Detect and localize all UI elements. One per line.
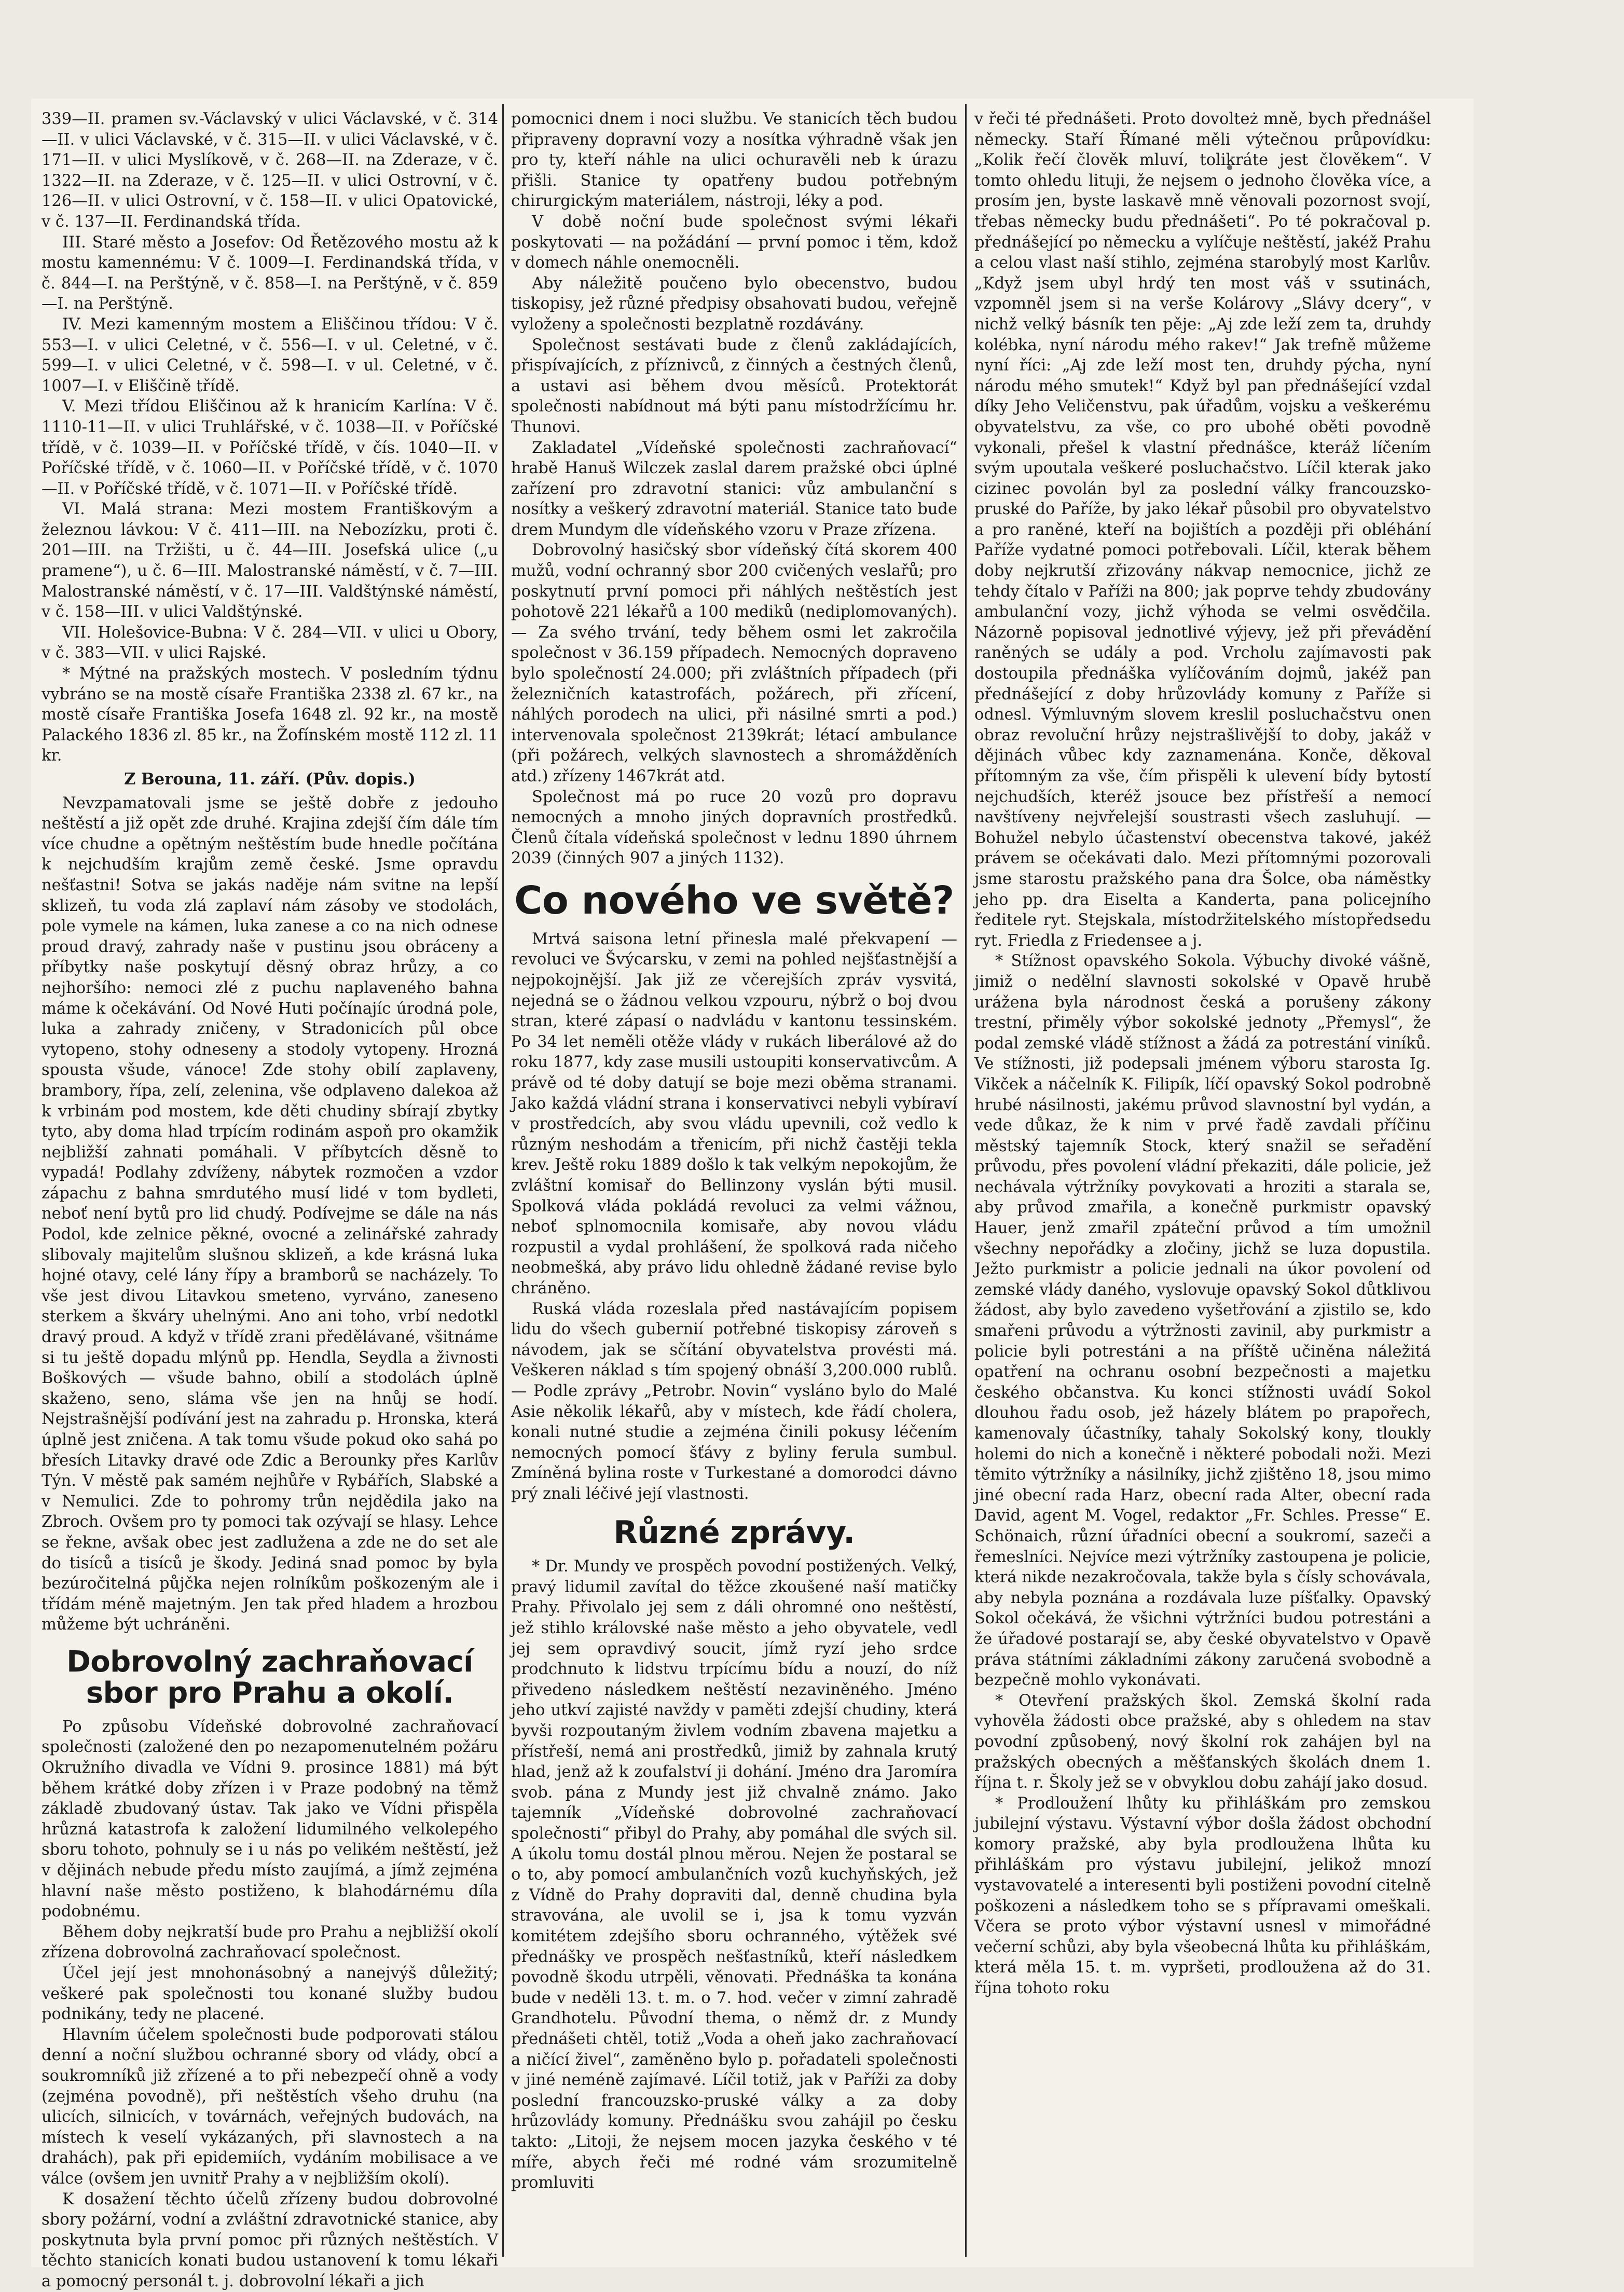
printed-instructions: Aby náležitě poučeno bylo obecenstvo, budou tiskopisy, jež různé předpisy obsahovati budou, veřejně vyloženy a společnosti bezplatně rozdávány. [511, 274, 957, 334]
rescue-reach: K dosažení těchto účelů zřízeny budou dobrovolné sbory požární, vodní a zvláštní zdravotnické stanice, aby poskytnuta byla první pomoc při různých neštěstích. V těchto stanicích konati budou ustanovení k tomu lékaři a pomocný personál t. j. dobrovolní lékaři a jich [42, 2190, 498, 2290]
rescue-purpose: Účel její jest mnohonásobný a nanejvýš důležitý; veškeré pak společnosti tou konané služby budou podnikány, tedy ne placené. [42, 1964, 498, 2024]
column-rule-2 [965, 104, 967, 2257]
address-list-iii: III. Staré město a Josefov: Od Řetězového mostu až k mostu kamennému: V č. 1009—I. Ferdinandská třída, v č. 844—I. na Perštýně, v č. 858—I. na Perštýně, v č. 859—I. na Perštýně. [42, 233, 498, 313]
vienna-statistics: Dobrovolný hasičský sbor vídeňský čítá skorem 400 mužů, vodní ochranný sbor 200 cvičených veslařů; pro poskytnutí první pomoci při náhlých neštěstích jest pohotově 221 lékařů a 100 mediků (nediplomovaných). — Za svého trvání, tedy během osmi let zakročila společnost v 36.159 případech. Nemocných dopraveno bylo společností 24.000; při zvláštních případech (při železničních katastrofách, požárech, při zřícení, náhlých porodech na ulici, při násilné smrti a pod.) intervenovala společnost 2139krát; létací ambulance (při požárech, velkých slavnostech a shromážděních atd.) zřízeny 1467krát atd. [511, 541, 957, 785]
bridge-toll-article: * Mýtné na pražských mostech. V posledním týdnu vybráno se na mostě císaře Františka 2338 zl. 67 kr., na mostě císaře Františka Josefa 1648 zl. 92 kr., na mostě Palackého 1836 zl. 85 kr., na Žofínském mostě 112 zl. 11 kr. [42, 665, 498, 765]
column-1 [42, 109, 498, 2290]
address-list-vi: VI. Malá strana: Mezi mostem Františkovým a železnou lávkou: V č. 411—III. na Nebozízku, proti č. 201—III. na Tržišti, u č. 44—III. Josefská ulice („u pramene“), u č. 6—III. Malostranské náměstí, v č. 7—III. Malostranské náměstí, v č. 17—III. Valdštýnské náměstí, v č. 158—III. v ulici Valdštýnské. [42, 500, 498, 622]
column-rule-1 [502, 104, 504, 2257]
column-2 [511, 109, 957, 2262]
column-3 [974, 109, 1431, 2262]
night-service: V době noční bude společnost svými lékaři poskytovati — na požádání — první pomoc i těm, kdož v domech náhle onemocněli. [511, 212, 957, 272]
address-list-ii: 339—II. pramen sv.-Václavský v ulici Václavské, v č. 314—II. v ulici Václavské, v č. 315—II. v ulici Václavské, v č. 171—II. v ulici Myslíkově, v č. 268—II. na Zderaze, v č. 1322—II. na Zderaze, v č. 125—II. v ulici Ostrovní, v č. 126—II. v ulici Ostrovní, v č. 158—II. v ulici Opatovické, v č. 137—II. Ferdinandská třída. [42, 110, 498, 231]
rescue-shortest: Během doby nejkratší bude pro Prahu a nejbližší okolí zřízena dobrovolná zachraňovací společnost. [42, 1923, 498, 1962]
sokol-complaint: * Stížnost opavského Sokola. Výbuchy divoké vášně, jimiž o nedělní slavnosti sokolské v Opavě hrubě urážena byla národnost česká a porušeny zákony trestní, přiměly výbor sokolské jednoty „Přemysl“, že podal zemské vládě stížnost a žádá za potrestání viníků. Ve stížnosti, již podepsali jménem výboru starosta Ig. Vikček a náčelník K. Filipík, líčí opavský Sokol podrobně hrubé násilnosti, jakému průvod slavnostní byl vydán, a vede důkaz, že k nim v prvé řadě zavdali příčinu městský tajemník Stock, který snažil se seřadění průvodu, přes povolení vládní překaziti, dále policie, jež nechávala výtržníky povykovati a hroziti a starala se, aby průvod zmařila, a konečně purkmistr opavský Hauer, jenž zmařil zpáteční průvod a tím umožnil všechny nepořádky a zločiny, jichž se luza dopustila. Ježto purkmistr a policie jednali na úkor povolení od zemské vlády daného, vyslovuje opavský Sokol důtklivou žádost, aby bylo zavedeno vyšetřování a zjistilo se, kdo smařeni průvodu a výtržnosti zavinil, aby purkmistr a policie byli potrestáni a na příště učiněna náležitá opatření na ochranu osobní bezpečnosti a majetku českého občanstva. Ku konci stížnosti uvádí Sokol dlouhou řadu osob, jež házely blátem po prapořech, kamenovaly účastníky, tahaly Sokolský kony, tloukly holemi do nich a konečně i některé pobodali noži. Mezi těmito výtržníky a násilníky, jichž zjištěno 18, jsou mimo jiné obecní rada Harz, obecní rada Alter, obecní rada David, agent M. Vogel, redaktor „Fr. Schles. Presse“ E. Schönaich, různí úřadníci obecní a soukromí, sazeči a řemeslníci. Nejvíce mezi výtržníky zastoupena je policie, která nikde nezakročovala, takže byla s čísly schovávala, aby nebyla poznána a rozdávala luze píšťalky. Opavský Sokol očekává, že všichni výtržníci budou potrestáni a že úřadové postarají se, aby české obyvatelstvo v Opavě práva státními základními zákony zaručená svobodně a bezpečně mohlo vykonávati. [974, 952, 1431, 1690]
beroun-report: Nevzpamatovali jsme se ještě dobře z jedouho neštěstí a již opět zde druhé. Krajina zdejší čím dále tím více chudne a opětným neštěstím bude hnedle počítána k nejchudším krajům země české. Jsme opravdu nešťastni! Sotva se jakás naděje nám svitne na lepší sklizeň, tu voda zlá zaplaví nám zásoby ve stodolách, pole vymele na kámen, luka zanese a co na nich odnese proud dravý, zahrady naše v pustinu jsou obráceny a příbytky naše poskytují děsný obraz hrůzy, a co nejhoršího: nemoci zlé z puchu naplaveného bahna máme k očekávání. Od Nové Huti počínajíc úrodná pole, luka a zahrady zničeny, v Stradonicích půl obce vytopeno, stohy odneseny a stodoly vytopeny. Hrozná spousta všude, vánoce! Zde stohy obilí zaplaveny, brambory, řípa, zelí, zelenina, vše odplaveno dalekoa až k vrbinám pod mostem, kde děti chudiny sbírají zbytky tyto, aby doma hlad trpícím rodinám aspoň pro okamžik nejbližší zahnati pomáhali. V příbytcích děsně to vypadá! Podlahy zdvíženy, nábytek rozmočen a vzdor zápachu z bahna smrdutého musí lidé v tom bydleti, neboť není bytů pro lid chudý. Podívejme se dále na nás Podol, kde zelnice pěkné, ovocné a zelinářské zahrady slibovaly majitelům slušnou sklizeň, a kde krásná luka hojné otavy, celé lány řípy a bramborů se nacházely. To vše jest divou Litavkou smeteno, vyrváno, zaneseno sterkem a škváry uhelnými. Ano ani toho, vrbí nedotkl dravý proud. A když v třídě zrani předělávané, všitnáme si tu ještě dopadu mlýnů pp. Hendla, Seydla a živnosti Boškových — všude bahno, obilí a stodolách úplně skaženo, seno, sláma vše jen na hnůj se hodí. Nejstrašnější podívání jest na zahradu p. Hronska, která úplně jest zničena. A tak tomu všude pokud oko sahá po břesích Litavky dravé ode Zdic a Berounky přes Karlův Týn. V městě pak samém nejhůře v Rybářích, Slabské a v Nemulici. Zde to pohromy trůn nejdědila jako na Zbroch. Ovšem pro ty pomoci tak ozývají se hlasy. Lehce se řekne, avšak obec jest zadlužena a zde ne do set ale do tisíců a tisíců je škody. Jediná snad pomoc by byla bezúročitelná půjčka nejen rolníkům poškozeným ale i třídám méně majetným. Jen tak před hladem a hrozbou můžeme být uchráněni. [42, 794, 498, 1634]
mundy-article: * Dr. Mundy ve prospěch povodní postižených. Velký, pravý lidumil zavítal do těžce zkoušené naší matičky Prahy. Přivolalo jej sem z dáli ohromné ono neštěstí, jež stihlo královské naše město a jeho obyvatele, vedl jej sem opravdivý soucit, jímž ryzí jeho srdce prodchnuto k lidstvu trpícímu bídu a nouzí, do níž přivedeno následkem neštěstí nezaviněného. Jméno jeho utkví zajisté navždy v paměti zdejší chudiny, která byvši rozpoutaným živlem vodním zbavena majetku a přístřeší, nemá ani prostředků, jimiž by zahnala krutý hlad, jenž až k zoufalství ji dohání. Jméno dra Jaromíra svob. pána z Mundy jest již chvalně známo. Jako tajemník „Vídeňské dobrovolné zachraňovací společnosti“ přibyl do Prahy, aby pomáhal dle svých sil. A úkolu tomu dostál plnou měrou. Nejen že postaral se o to, aby pomocí ambulančních vozů kuchyňských, jež z Vídně do Prahy dopraviti dal, denně chudina byla stravována, ale uvolil se i, jsa k tomu vyzván komitétem zdejšího sboru ochranného, výtěžek své přednášky ve prospěch nešťastníků, kteří následkem povodně škodu utrpěli, věnovati. Přednáška ta konána bude v neděli 13. t. m. o 7. hod. večer v zimní zahradě Grandhotelu. Původní thema, o němž dr. z Mundy přednášeti chtěl, totiž „Voda a oheň jako zachraňovací a ničící živel“, zaměněno bylo p. pořadateli společnosti v jiné neméně zajímavé. Líčil totiž, jak v Paříži za doby poslední francouzsko-pruské války a za doby hrůzovlády komuny. Přednášku svou zahájil po česku takto: „Litoji, že nejsem mocen jazyka českého v té míře, abych řeči mé rodné vám srozumitelně promluviti [511, 1557, 957, 2192]
address-list-iv: IV. Mezi kamenným mostem a Eliščinou třídou: V č. 553—I. v ulici Celetné, v č. 556—I. v ul. Celetné, v č. 599—I. v ulici Celetné, v č. 598—I. v ul. Celetné, v č. 1007—I. v Eliščině třídě. [42, 315, 498, 395]
vehicles-members: Společnost má po ruce 20 vozů pro dopravu nemocných a mnoho jiných dopravních prostředků. Členů čítala vídeňská společnost v lednu 1890 úhrnem 2039 (činných 907 a jiných 1132). [511, 788, 957, 868]
rescue-main-goal: Hlavním účelem společnosti bude podporovati stálou denní a noční službou ochranné sbory od vlády, obcí a soukromníků již zřízené a to při nebezpečí ohně a vody (zejména povodně), při neštěstích všeho druhu (na ulicích, silnicích, v továrnách, veřejných budovách, na místech k veselí vykázaných, při slavnostech a na drahách), pak při epidemiích, vydáním mobilisace a ve válce (ovšem jen uvnitř Prahy a v nejbližším okolí). [42, 2025, 498, 2188]
society-membership: Společnost sestávati bude z členů zakládajících, přispívajících, z příznivců, z činných a čestných členů, a ustavi asi během dvou měsíců. Protektorát společnosti nabídnout má býti panu místodržícímu hr. Thunovi. [511, 336, 957, 436]
school-opening: * Otevření pražských škol. Zemská školní rada vyhověla žádosti obce pražské, aby s ohledem na stav povodní způsobený, nový školní rok zahájen byl na pražských obecných a měšťanských školách dnem 1. října t. r. Školy jež se v obvyklou dobu zahájí jako dosud. [974, 1691, 1431, 1792]
newspaper-page [31, 99, 1474, 2290]
rescue-founding: Po způsobu Vídeňské dobrovolné zachraňovací společnosti (založené den po nezapomenutelném požáru Okružního divadla ve Vídni 9. prosince 1881) má být během krátké doby zřízen i v Praze podobný na těmž základě zbudovaný ústav. Tak jako ve Vídni přispěla hrůzná katastrofa k založení lidumilného velkolepého sboru tohoto, pohnuly se i u nás po velikém neštěstí, jež v dějinách nebude předu místo zaujímá, a jímž zejména hlavní naše město postiženo, k blahodárnému díla podobnému. [42, 1717, 498, 1921]
headline-world-news: Co nového ve světě? [514, 878, 954, 923]
beroun-dateline: Z Berouna, 11. září. (Pův. dopis.) [124, 770, 416, 789]
address-list-v: V. Mezi třídou Eliščinou až k hranicím Karlína: V č. 1110-11—II. v ulici Truhlářské, v č. 1038—II. v Poříčské třídě, v č. 1039—II. v Poříčské třídě, v čís. 1040—II. v Poříčské třídě, v č. 1060—II. v Poříčské třídě, v č. 1070—II. v Poříčské třídě, v č. 1071—II. v Poříčské třídě. [42, 397, 498, 498]
swiss-revolution: Mrtvá saisona letní přinesla malé překvapení — revoluci ve Švýcarsku, v zemi na pohled nejšťastnější a nejpokojnější. Jak již ze včerejších zpráv vysvitá, nejedná se o žádnou velkou vzpouru, nýbrž o boj dvou stran, které zápasí o nadvládu v kantonu tessinském. Po 34 let neměli otěže vlády v rukách liberálové až do roku 1877, kdy zase musili ustoupiti konservativcům. A právě od té doby datují se boje mezi oběma stranami. Jako každá vládní strana i konservativci nebyli vybíraví v prostředcích, aby svou vládu upevnili, což vedlo k různým neshodám a třenicím, při nichž častěji tekla krev. Ještě roku 1889 došlo k tak velkým nepokojům, že zvláštní komisař do Bellinzony vyslán býti musil. Spolková vláda pokládá revoluci za velmi vážnou, neboť splnomocnila komisaře, aby novou vládu rozpustil a vydal prohlášení, že spolková rada ničeho neobmešká, aby právo lidu ohledně žádané revise bylo chráněno. [511, 930, 957, 1297]
exhibition-deadline: * Prodloužení lhůty ku přihláškám pro zemskou jubilejní výstavu. Výstavní výbor došla žádost obchodní komory pražské, aby byla prodloužena lhůta ku přihláškám pro výstavu jubilejní, jelikož mnozí vystavovatelé a interesenti byli postiženi povodní citelně poškozeni a následkem toho se s přípravami omeškali. Včera se proto výbor výstavní usnesl v mimořádné večerní schůzi, aby byla všeobecná lhůta ku přihláškám, která měla 15. t. m. vypršeti, prodloužena až do 31. října tohoto roku [974, 1794, 1431, 1998]
headline-rescue-corps: Dobrovolný zachraňovací sbor pro Prahu a okolí. [66, 1645, 473, 1710]
russia-census: Ruská vláda rozeslala před nastávajícím popisem lidu do všech gubernií potřebné tiskopisy zároveň s návodem, jak se sčítání obyvatelstva provésti má. Veškeren náklad s tím spojený obnáší 3,200.000 rublů. — Podle zprávy „Petrobr. Novin“ vysláno bylo do Malé Asie několik lékařů, aby v místech, kde řádí cholera, konali nutné studie a zejména činili pokusy léčením nemocných pomocí šťávy z byliny ferula sumbul. Zmíněná bylina roste v Turkestané a domorodci dávno prý znali léčivé její vlastnosti. [511, 1300, 957, 1503]
wilczek-donation: Zakladatel „Vídeňské společnosti zachraňovací“ hrabě Hanuš Wilczek zaslal darem pražské obci úplné zařízení pro zdravotní stanici: vůz ambulanční s nosítky a veškerý zdravotní materiál. Stanice tato bude drem Mundym dle vídeňského vzoru v Praze zřízena. [511, 438, 957, 539]
rescue-continuation: pomocnici dnem i noci službu. Ve stanicích těch budou připraveny dopravní vozy a nosítka výhradně však jen pro ty, kteří náhle na ulici ochuravěli neb k úrazu přišli. Stanice ty opatřeny budou potřebným chirurgickým materiálem, nástroji, léky a pod. [511, 110, 957, 211]
mundy-continuation: v řeči té přednášeti. Proto dovolteż mně, bych přednášel německy. Staří Římané měli výtečnou průpovídku: „Kolik řečí člověk mluví, tolikráte jest člověkem“. V tomto ohledu lituji, že nejsem o jednoho člověka více, a prosím jen, byste laskavě mně věnovali pozornost svojí, třebas německy budu přednášeti“. Po té pokračoval p. přednášející po německu a vylíčuje neštěstí, jakéž Prahu a celou vlast naší stihlo, zejména starobylý most Karlův. „Když jsem ubyl hrdý ten most váš v ssutinách, vzpomněl jsem si na verše Kolárovy „Slávy dcery“, v nichž velký básník ten pěje: „Aj zde leží zem ta, druhdy kolébka, nyní národu mého rakev!“ Jak trefně můžeme nyní říci: „Aj zde leží most ten, druhdy pýcha, nyní národu mého smutek!“ Když byl pan přednášející vzdal díky Jeho Veličenstvu, pak úřadům, vojsku a veškerému obyvatelstvu, za vše, co pro ubohé oběti povodně vykonali, přešel k vlastní přednášce, kteráž líčením svým upoutala veškeré posluchačstvo. Líčil kterak jako cizinec povolán byl za poslední války francouzsko-pruské do Paříže, by jako lékař působil pro obyvatelstvo a pro raněné, kteří na bojištích a později při obléhání Paříže vydatné pomoci potřebovali. Líčil, kterak během doby nejkrutší zřizovány nákvap nemocnice, jichž ze tehdy čítalo v Paříži na 800; jak poprve tehdy zbudovány ambulanční vozy, jichž výhoda se velmi osvědčila. Názorně popisoval jednotlivé výjevy, jež při převádění raněných se udály a pod. Vrcholu zajímavosti pak dostoupila přednáška vylíčováním dojmů, jakéž pan přednášející z doby hrůzovlády komuny z Paříže si odnesl. Výmluvným slovem kreslil posluchačstvu onen obraz revoluční hrůzy nejstrašlivější to doby, jakáž v dějinách vůbec kdy zaznamenána. Konče, děkoval přítomným za vše, čím přispěli k ulevení bídy bytostí nejchudších, kteréž jsouce bez přístřeší a nemocí navštíveny nejvřelejší soustrasti všech zasluhují. — Bohužel nebylo účastenství obecenstva takové, jakéž právem se očekávati dalo. Mezi přítomnými pozorovali jsme starostu pražského pana dra Šolce, oba náměstky jeho pp. dra Eiselta a Kanderta, pana policejního ředitele ryt. Stejskala, místodržitelského místopředsedu ryt. Friedla z Friedensee a j. [974, 110, 1431, 950]
headline-various-news: Různé zprávy. [613, 1514, 855, 1551]
address-list-vii: VII. Holešovice-Bubna: V č. 284—VII. v ulici u Obory, v č. 383—VII. v ulici Rajské. [42, 623, 498, 662]
